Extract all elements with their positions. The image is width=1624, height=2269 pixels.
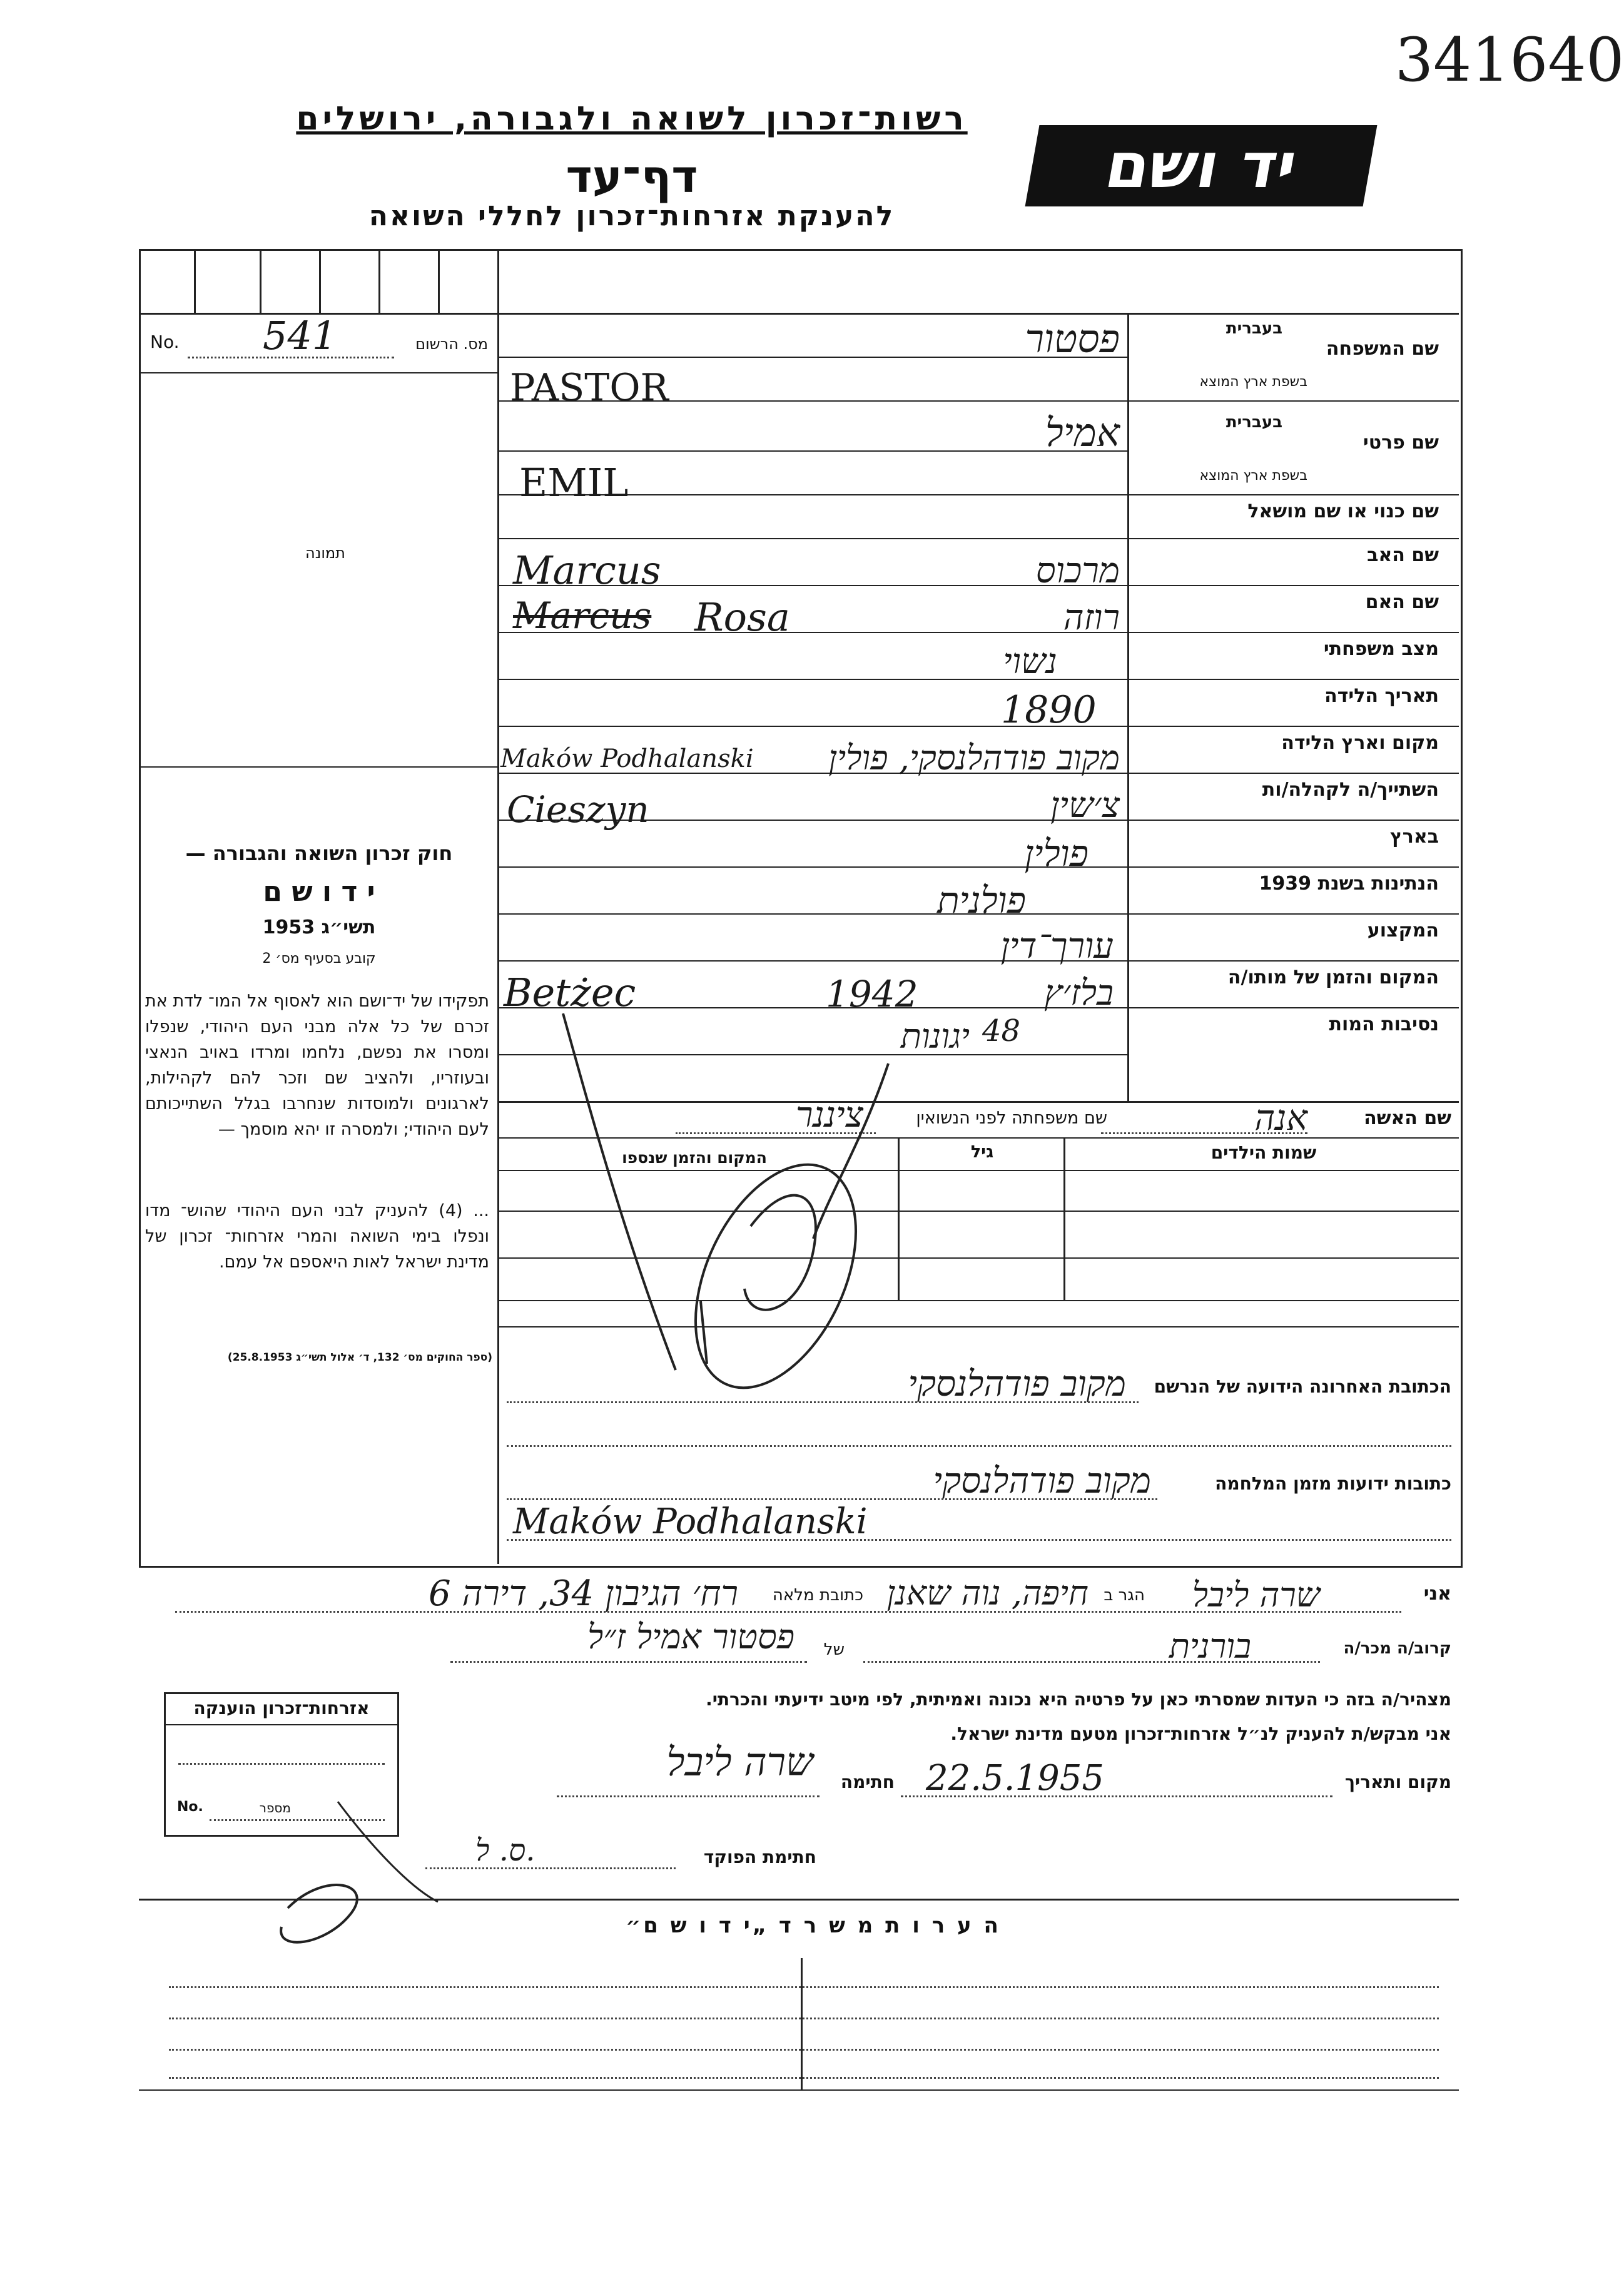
- mother-latin: Rosa: [694, 594, 790, 640]
- label-father: שם האב: [1367, 544, 1439, 566]
- label-marital: מצב משפחתי: [1323, 638, 1439, 660]
- law-title: חוק זכרון השואה והגבורה —: [185, 841, 453, 865]
- institution-name: רשות־זכרון לשואה ולגבורה, ירושלים: [296, 100, 968, 138]
- law-source: (ספר החוקים מס׳ 132, ד׳ אלול תשי״ג 25.8.1953): [227, 1351, 492, 1364]
- first-name-he: אמיל: [1045, 410, 1120, 455]
- photo-label: תמונה: [305, 544, 345, 562]
- law-text-2: ... (4) להעניק לבני העם היהודי שהוש־ מדו ונפלו בימי השואה והמרי אזרחות־ זכרון של מדינת ישראל לאות היאספם אל עמם.: [145, 1201, 489, 1272]
- archive-number: 341640: [1395, 25, 1624, 95]
- maiden-value: ציננר: [796, 1095, 863, 1135]
- last-address-value: מקוב פודהלנסקי: [908, 1364, 1126, 1404]
- community-he: צ׳שין: [1050, 785, 1120, 826]
- label-child-death: המקום והזמן שנספו: [622, 1149, 767, 1167]
- citizenship-value: פולנית: [937, 879, 1026, 921]
- decl-date: 22.5.1955: [926, 1758, 1105, 1799]
- decl-place-date-label: מקום ותאריך: [1344, 1772, 1451, 1792]
- decl-line2: אני מבקש/ת להעניק לנ״ל אזרחות־זכרון מטעם מדינת ישראל.: [950, 1723, 1451, 1744]
- reg-no-value: 541: [263, 313, 337, 358]
- law-clause: קובע בסעיף מס׳ 2: [262, 951, 376, 967]
- label-war-addresses: כתובות ידועות מזמן המלחמה: [1215, 1473, 1451, 1494]
- label-in-hebrew-2: בעברית: [1226, 413, 1282, 432]
- reg-no-label: No.: [150, 332, 180, 352]
- office-notes-title: ה ע ר ו ת מ ש ר ד „י ד ו ש ם״: [626, 1913, 1001, 1938]
- officer-label: חתימת הפוקד: [703, 1847, 816, 1867]
- circumstances-value: יגונות: [900, 1017, 970, 1056]
- country-value: פולין: [1024, 832, 1089, 875]
- marital-value: נשוי: [1003, 641, 1057, 682]
- label-community: השתייך/ה לקהלה/ות: [1262, 779, 1439, 801]
- decl-signature-label: חתימה: [840, 1772, 895, 1792]
- officer-signature: ס. ל.: [475, 1833, 535, 1868]
- decl-of-name: פסטור אמיל ז״ל: [587, 1617, 794, 1657]
- death-year: 1942: [826, 973, 918, 1015]
- law-year: תשי״ג 1953: [262, 916, 376, 938]
- decl-of: של: [823, 1640, 845, 1659]
- decl-signature: שרה ליבל: [666, 1739, 813, 1785]
- label-birth-place: מקום וארץ הלידה: [1281, 732, 1439, 754]
- wife-value: אנה: [1254, 1098, 1307, 1139]
- label-nickname: שם כנוי או שם מושאל: [1247, 500, 1439, 522]
- law-name: י ד ו ש ם: [263, 876, 375, 908]
- label-country: בארץ: [1389, 826, 1439, 848]
- form-title: דף־עד: [566, 150, 698, 203]
- profession-value: עורך־דין: [1000, 926, 1114, 967]
- death-place-latin: Betżec: [504, 970, 636, 1015]
- decl-living-in: הגר ב: [1104, 1586, 1145, 1605]
- label-family-name: שם המשפחה: [1326, 338, 1439, 360]
- father-he: מרכוס: [1035, 551, 1120, 591]
- label-children: שמות הילדים: [1210, 1142, 1317, 1163]
- label-birth-date: תאריך הלידה: [1324, 685, 1439, 707]
- mother-struck: Marcus: [513, 594, 652, 637]
- form-subtitle: להענקת אזרחות־זכרון לחללי השואה: [368, 200, 895, 232]
- law-text-1: תפקידו של יד־ושם הוא לאסוף אל המו־ לדת את זכרם של כל אלה מבני העם היהודי, שנפלו ומסרו את נפשם, נלחמו ומרדו באויב הנאצי ובעוזריו, ולהציב שם וזכר להם לקהילות, לארגונים ולמוסדות שנחרבו בגלל השתייכותם לעם היהודי; ולמסרה זו יהא מוסמך —: [145, 992, 489, 1139]
- citizenship-box-title: אזרחות־זכרון הוענקה: [193, 1698, 370, 1718]
- label-circumstances: נסיבות המות: [1329, 1013, 1439, 1035]
- citizenship-box-no: No.: [177, 1799, 203, 1815]
- label-maiden: שם משפחתה לפני הנשואין: [916, 1109, 1107, 1128]
- birth-place-he: מקוב פודהלנסקי, פולין: [828, 738, 1120, 778]
- decl-street: רח׳ הגיבון 34, דירה 6: [429, 1573, 738, 1614]
- label-in-hebrew: בעברית: [1226, 319, 1282, 338]
- decl-line1: מצהיר/ה בזה כי העדות שמסרתי כאן על פרטיה היא נכונה ואמיתית, לפי מיטב ידיעתי והכרתי.: [706, 1689, 1451, 1710]
- decl-relation-label: קרוב/ה מכר/ה: [1343, 1639, 1451, 1658]
- war-address-he: מקוב פודהלנסקי: [933, 1461, 1151, 1501]
- yad-vashem-logo: יד ושם: [1025, 125, 1378, 206]
- birth-year: 1890: [1001, 688, 1097, 732]
- circumstances-number: 48: [982, 1013, 1021, 1048]
- declarant-name: שרה ליבל: [1192, 1575, 1320, 1615]
- war-address-latin: Maków Podhalanski: [513, 1501, 868, 1542]
- family-name-origin: PASTOR: [510, 366, 669, 410]
- first-name-origin: EMIL: [519, 460, 629, 505]
- father-latin: Marcus: [513, 547, 661, 593]
- mother-he: רוזה: [1063, 597, 1120, 638]
- decl-city: חיפה, נוה שאנן: [886, 1573, 1089, 1613]
- decl-relation: בורנית: [1169, 1627, 1251, 1666]
- decl-i: אני: [1423, 1583, 1451, 1605]
- citizenship-box-mispar: מספר: [259, 1800, 291, 1815]
- label-citizenship: הנתינות בשנת 1939: [1259, 873, 1439, 895]
- label-first-name: שם פרטי: [1363, 432, 1439, 454]
- label-last-address: הכתובת האחרונה הידועה של הנרשם: [1154, 1376, 1451, 1397]
- label-mother: שם האם: [1365, 591, 1439, 613]
- label-profession: המקצוע: [1367, 920, 1439, 942]
- label-wife: שם האשה: [1364, 1107, 1451, 1129]
- decl-full-address-label: כתובת מלאה: [772, 1586, 863, 1605]
- label-death: המקום והזמן של מותו/ה: [1227, 967, 1439, 988]
- community-latin: Cieszyn: [507, 788, 649, 831]
- family-name-he: פסטור: [1025, 316, 1120, 362]
- label-origin-lang-2: בשפת ארץ המוצא: [1199, 468, 1307, 484]
- label-origin-lang: בשפת ארץ המוצא: [1199, 374, 1307, 390]
- reg-no-label-he: מס. הרשום: [415, 335, 488, 353]
- death-place-he: בלז׳ץ: [1044, 973, 1114, 1013]
- birth-place-latin: Maków Podhalanski: [500, 744, 754, 773]
- label-age: גיל: [970, 1142, 994, 1162]
